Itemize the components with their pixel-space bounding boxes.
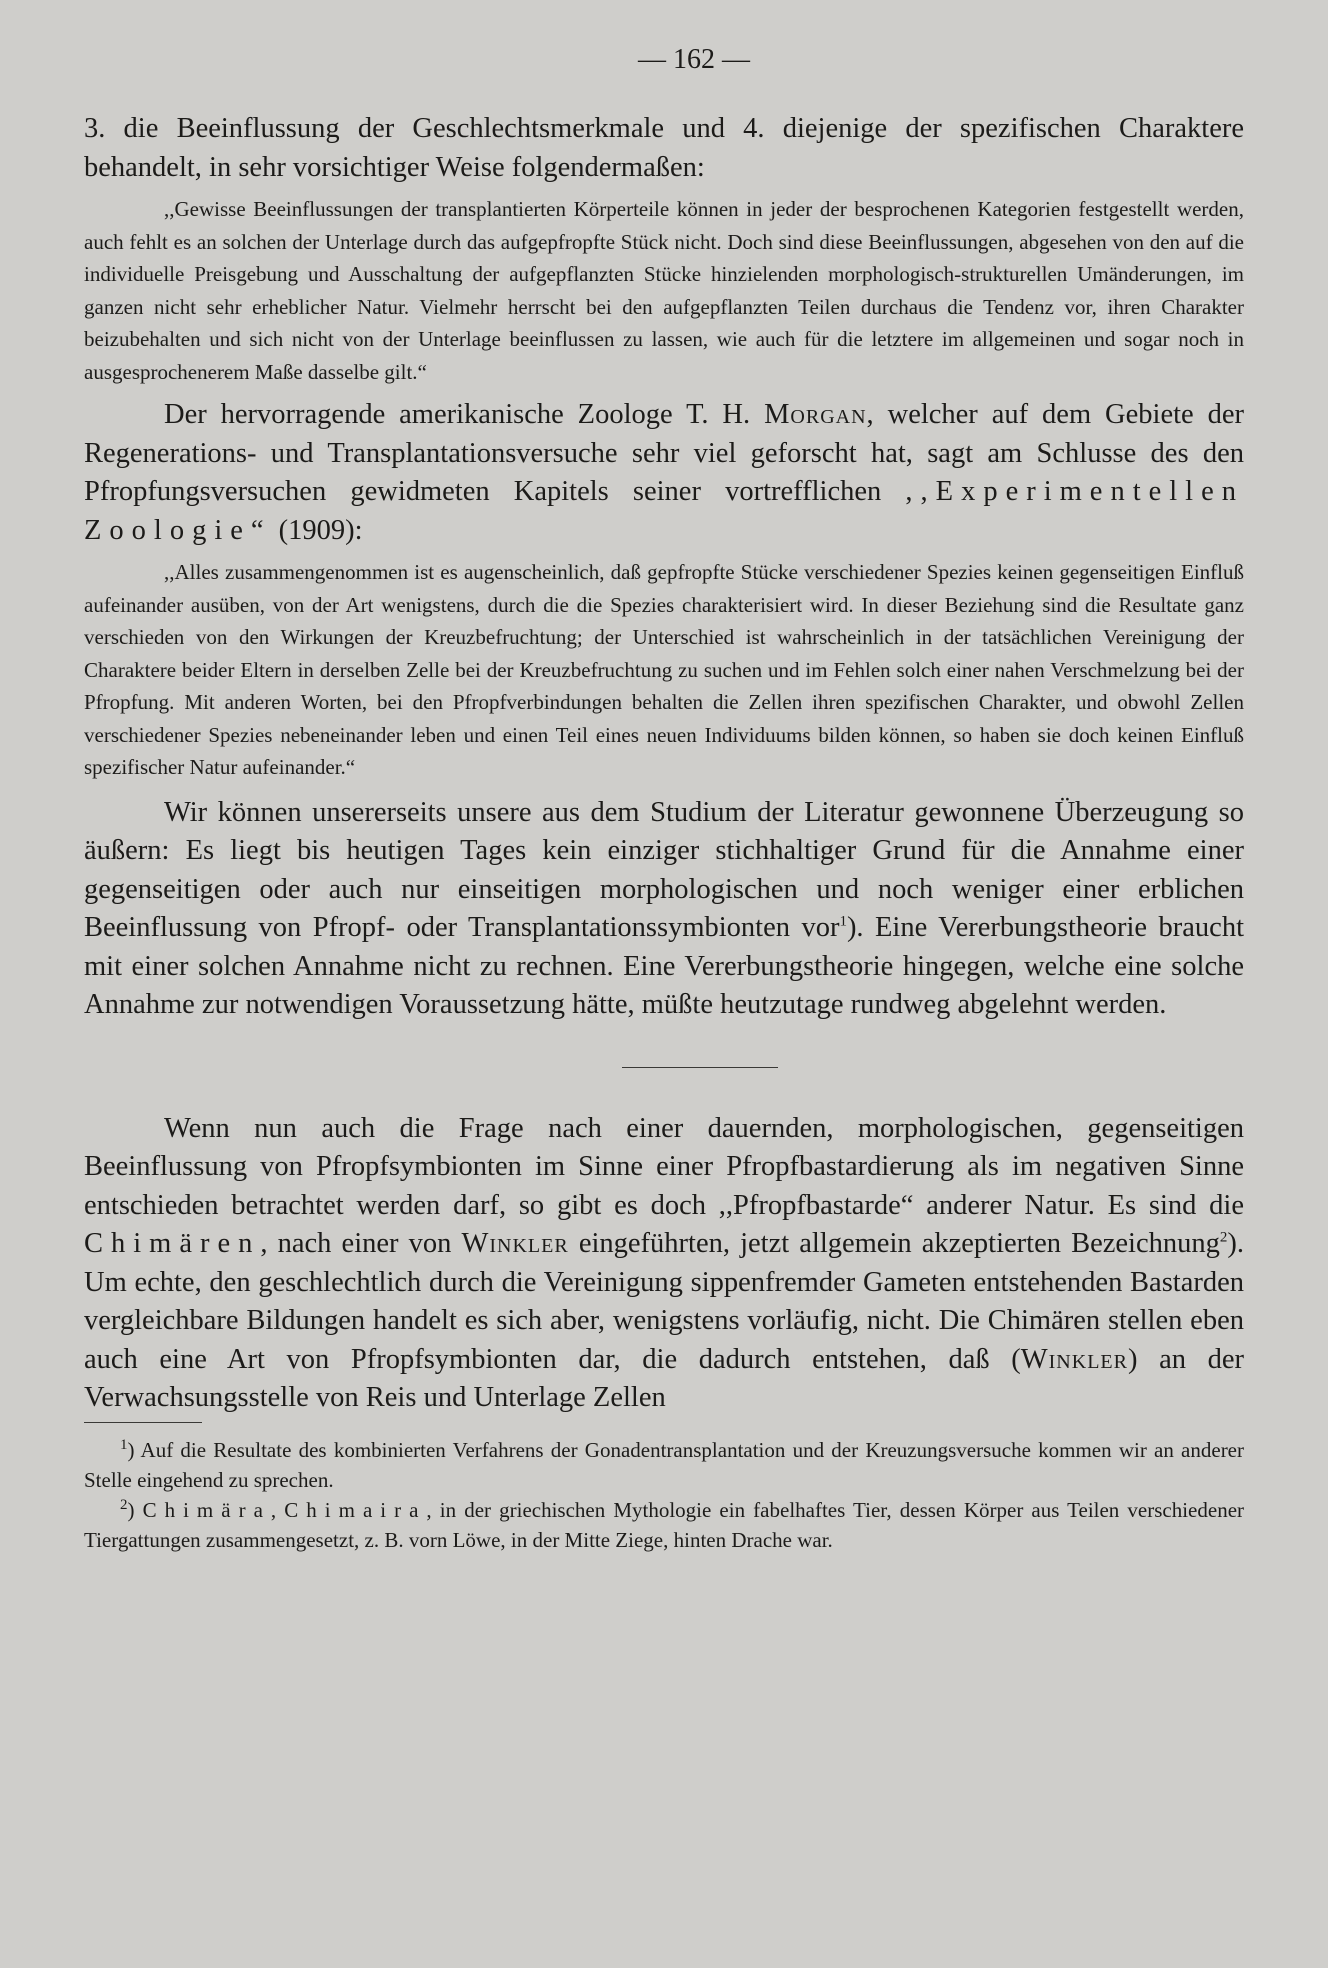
- section-separator: [622, 1067, 778, 1068]
- footnote-rule: [84, 1422, 202, 1423]
- author-name-winkler: Winkler: [1020, 1343, 1128, 1375]
- paragraph-chimaeren: [84, 1110, 1244, 1418]
- page-content: [84, 40, 1244, 1555]
- footnote-text: ): [127, 1497, 143, 1522]
- footnotes: [84, 1435, 1244, 1555]
- text-run: Der hervorragende amerikanische Zoologe T. H.: [164, 399, 765, 430]
- term-chimaeren: Chimären: [84, 1228, 261, 1259]
- paragraph-intro: 3. die Beeinflussung der Geschlechtsmerkmale und 4. diejenige der spezifischen Charaktere behandelt, in sehr vorsichtiger Weise folgendermaßen:: [84, 113, 1244, 183]
- text-run: eingeführten, jetzt allgemein akzeptierten Bezeichnung: [568, 1228, 1220, 1259]
- book-title: ,,Experimentellen Zoologie“: [84, 476, 1244, 546]
- footnote-mark-1: 1: [120, 1436, 128, 1453]
- text-run: Wenn nun auch die Frage nach einer dauernden, morphologischen, gegenseitigen Beeinflussung von Pfropfsymbionten im Sinne einer Pfropfbastardierung als im negativen Sinne entschieden betrachtet werden darf, so gibt es doch ,,Pfropfbastarde“ anderer Natur. Es sind die: [84, 1112, 1244, 1221]
- author-name-winkler: Winkler: [461, 1228, 569, 1259]
- footnote-reference-2: 2: [1219, 1229, 1228, 1246]
- paragraph-conclusion: [84, 794, 1244, 1025]
- text-run: , nach einer von: [260, 1228, 462, 1259]
- quote-block-1: ,,Gewisse Beeinflussungen der transplantierten Körperteile können in jeder der besprochenen Kategorien festgestellt werden, auch fehlt es an solchen der Unterlage durch das aufgepfropfte Stück nicht. Doch sind diese Beeinflussungen, abgesehen von den auf die individuelle Preisgebung und Ausschaltung der aufgepflanzten Stücke hinzielenden morphologisch-strukturellen Umänderungen, im ganzen nicht sehr erheblicher Natur. Vielmehr herrscht bei den aufgepflanzten Teilen durchaus die Tendenz vor, ihren Charakter beizubehalten und sich nicht von der Unterlage beeinflussen zu lassen, wie auch für die letztere im allgemeinen und sogar noch in ausgesprochenerem Maße dasselbe gilt.“: [84, 197, 1244, 384]
- footnote-mark-2: 2: [120, 1496, 128, 1513]
- text-run: Wir können unsererseits unsere aus dem Studium der Literatur gewonnene Überzeugung so äußern:: [84, 796, 1244, 866]
- quote-block-2: ,,Alles zusammengenommen ist es augenscheinlich, daß gepfropfte Stücke verschiedener Spezies keinen gegenseitigen Einfluß aufeinander ausüben, von der Art wenigstens, durch die die Spezies charakterisiert wird. In dieser Beziehung sind die Resultate ganz verschieden von den Wirkungen der Kreuzbefruchtung; der Unterschied ist wahrscheinlich in der tatsächlichen Vereinigung der Charaktere beider Eltern in derselben Zelle bei der Kreuzbefruchtung zu suchen und im Fehlen solch einer nahen Verschmelzung bei der Pfropfung. Mit anderen Worten, bei den Pfropfverbindungen behalten die Zellen ihren spezifischen Charakter, und obwohl Zellen verschiedener Spezies nebeneinander leben und einen Teil eines neuen Individuums bilden können, so haben sie doch keinen Einfluß spezifischer Natur aufeinander.“: [84, 560, 1244, 779]
- text-run: (1909):: [271, 514, 363, 546]
- footnote-text: , in der griechischen Mythologie ein fabelhaftes Tier, dessen Körper aus Teilen verschiedener Tiergattungen zusammengesetzt, z. B. vorn Löwe, in der Mitte Ziege, hinten Drache war.: [84, 1497, 1245, 1552]
- footnote-reference-1: 1: [839, 913, 847, 930]
- page-number: — 162 —: [638, 44, 750, 75]
- footnote-2: [84, 1495, 1244, 1555]
- author-name-morgan: Morgan: [764, 399, 867, 430]
- emphasized-statement: Es liegt bis heutigen Tages kein einziger stichhaltiger Grund für die Annahme einer gegenseitigen oder auch nur einseitigen morphologischen und noch weniger einer erblichen Beeinflussung von Pfropf- oder Transplantationssymbionten vor: [84, 835, 1244, 943]
- term-chimaera: Chimära: [142, 1497, 271, 1522]
- footnote-text: ) Auf die Resultate des kombinierten Verfahrens der Gonadentransplantation und der Kreuzungsversuche kommen wir an anderer Stelle eingehend zu sprechen.: [84, 1437, 1244, 1492]
- text-run: ). Eine Vererbungstheorie braucht mit einer solchen Annahme nicht zu rechnen. Eine Vererbungstheorie hingegen, welche eine solche Annahme zur notwendigen Voraussetzung hätte, müßte heutzutage rundweg abgelehnt werden.: [84, 912, 1244, 1020]
- footnote-text: ,: [270, 1497, 285, 1522]
- footnote-1: [84, 1435, 1244, 1495]
- text-run: ). Um echte, den geschlechtlich durch die Vereinigung sippenfremder Gameten entstehenden Bastarden vergleichbare Bildungen handelt es sich aber, wenigstens vorläufig, nicht. Die Chimären stellen eben auch eine Art von Pfropfsymbionten dar, die dadurch entstehen, daß (: [84, 1228, 1244, 1375]
- text-run: ) an der Verwachsungsstelle von Reis und Unterlage Zellen: [84, 1343, 1244, 1413]
- term-chimaira: Chimaira: [284, 1497, 427, 1522]
- text-run: , welcher auf dem Gebiete der Regenerations- und Transplantationsversuche sehr viel geforscht hat, sagt am Schlusse des den Pfropfungsversuchen gewidmeten Kapitels seiner vortrefflichen: [84, 399, 1245, 507]
- paragraph-morgan: [84, 396, 1244, 550]
